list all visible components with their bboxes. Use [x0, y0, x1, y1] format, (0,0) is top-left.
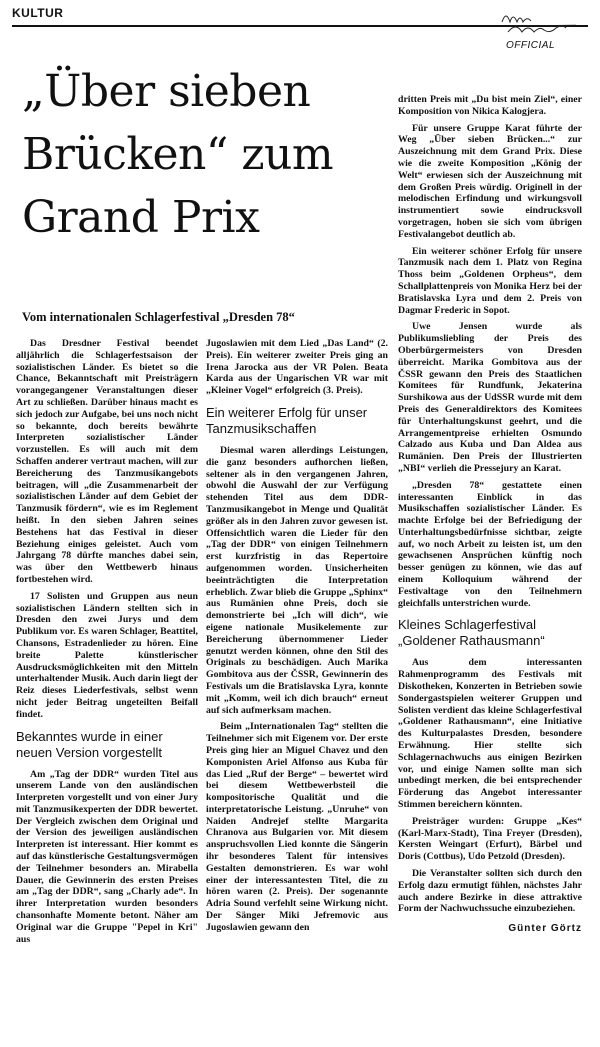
- official-stamp: OFFICIAL: [506, 40, 556, 51]
- paragraph: Das Dresdner Festival beendet alljährlich die Schlagerfestsaison der sozialistischen Länder. Es bietet so die Chance, Bekanntschaft mit Preisträgern vorangegangener Veranstaltungen dieser Art zu schließen. Darüber hinaus macht es sich jedoch zur Aufgabe, bei uns noch nicht so bekannte, doch bereits bewährte Interpreten sozialistischer Länder vorzustellen. Es will auch mit dem Schaffen anderer vertraut machen, will zur Bereicherung des Tanzmusikangebots beitragen, will „die Zusammenarbeit der sozialistischen Länder auf dem Gebiet der Tanzmusik fördern“, wie es im Reglement heißt. In den sieben Jahren seines Bestehens hat das Festival in dieser Beziehung einiges geleistet. Auch vom Jahrgang 78 dürfte manches dabei sein, was über den Wettbewerb hinaus fortbestehen wird.: [16, 338, 198, 585]
- subheading: Kleines Schlagerfestival „Goldener Rathausmann“: [398, 617, 545, 649]
- paragraph: Preisträger wurden: Gruppe „Kes“ (Karl-Marx-Stadt), Tina Freyer (Dresden), Kersten Weingart (Erfurt), Bärbel und Doris (Cottbus), Udo Petzold (Dresden).: [398, 815, 582, 863]
- headline-line: „Über sieben: [22, 66, 311, 117]
- subheading: Bekanntes wurde in einer neuen Version vorgestellt: [16, 728, 163, 760]
- article-column-2: [206, 338, 388, 939]
- paragraph: Jugoslawien mit dem Lied „Das Land“ (2. Preis). Ein weiterer zweiter Preis ging an Irena Jarocka aus der VR Polen. Beata Karda aus der Ungarischen VR war mit „Kleiner Vogel“ erfolgreich (3. Preis).: [206, 338, 388, 397]
- section-label: KULTUR: [12, 6, 64, 20]
- paragraph: Ein weiterer schöner Erfolg für unsere Tanzmusik nach dem 1. Platz von Regina Thoss beim „Goldenen Orpheus“, dem Schallplattenpreis von Monika Herz bei der Bratislavska Lyra und dem 2. Preis von Dagmar Frederic in Sopot.: [398, 245, 582, 316]
- headline-line: Brücken“ zum: [22, 129, 334, 180]
- paragraph: Die Veranstalter sollten sich durch den Erfolg dazu ermutigt fühlen, nächstes Jahr auch andere Bezirke in diese attraktive Form der Nachwuchssuche einzubeziehen.: [398, 868, 582, 915]
- paragraph: Uwe Jensen wurde als Publikumsliebling der Preis des Oberbürgermeisters von Dresden überreicht. Marika Gombitova aus der ČSSR gewann den Preis des Staatlichen Komitees für Rundfunk, Jekaterina Surshikowa aus der UdSSR wurde mit dem Preis des Generaldirektors des Komitees für Unterhaltungskunst geehrt, und die Arrangementpreise erhielten Osmundo Calzado aus Kuba und Dan Aldea aus Rumänien. Den Preis der Illustrierten „NBI“ verlieh die Pressejury an Karat.: [398, 321, 582, 474]
- subheading: Ein weiterer Erfolg für unser Tanzmusikschaffen: [206, 404, 368, 436]
- paragraph: Am „Tag der DDR“ wurden Titel aus unserem Lande von den ausländischen Interpreten vorgestellt und von einer Jury mit Tanzmusikexperten der DDR bewertet. Der Vergleich zwischen dem Original und der Version des jeweiligen ausländischen Interpreten ist interessant. Hier kommt es auf das künstlerische Gestaltungsvermögen der Teilnehmer besonders an. Mirabella Dauer, die Gewinnerin des ersten Preises am „Tag der DDR“, sang „Charly ade“. In ihrer Interpretation wurden besonders chansonhafte Momente betont. Näher am Original war die Gruppe "Pepel in Kri" aus: [16, 768, 198, 945]
- paragraph: Beim „Internationalen Tag“ stellten die Teilnehmer sich mit Eigenem vor. Der erste Preis ging hier an Miguel Chavez und den Komponisten Ariel Alfonso aus Kuba für das Lied „Ruf der Berge“ – bewertet wird bei diesem Wettbewerbsteil die kompositorische Qualität und die interpretatorische Leistung. „Unruhe“ von Naiden Andrejef stellte Margarita Chranova aus Bulgarien vor. Mit diesem anspruchsvollen Lied konnte die Sängerin ihr besonderes Talent für intensives Gestalten demonstrieren. Es war wohl einer der interessantesten Titel, die zu hören waren (2. Preis). Der sogenannte Adria Sound verfehlt seine Wirkung nicht. Der Sänger Miki Jefremovic aus Jugoslawien gewann den: [206, 721, 388, 933]
- article-column-1: [16, 338, 198, 950]
- headline-line: Grand Prix: [22, 192, 260, 243]
- article-subtitle: Vom internationalen Schlagerfestival „Dresden 78“: [22, 310, 295, 324]
- handwritten-signature: [498, 6, 578, 36]
- paragraph: 17 Solisten und Gruppen aus neun sozialistischen Ländern stellten sich in Dresden den zwei Jurys und dem Publikum vor. Es waren Schlager, Beattitel, Chansons, Estradenlieder zu hören. Eine breite Palette künstlerischer Ausdrucksmöglichkeiten mit den Mitteln unterhaltender Musik. Auch darin liegt der Reiz dieses Liederfestivals, selbst wenn nicht jeder Beitrag ungeteilten Beifall findet.: [16, 590, 198, 720]
- article-column-3: [398, 94, 582, 935]
- article-headline: [22, 60, 382, 249]
- paragraph: Für unsere Gruppe Karat führte der Weg „Über sieben Brücken...“ zur Auszeichnung mit dem Grand Prix. Diese wie die zweite Komposition „König der Welt“ erwiesen sich der Auszeichnung mit dem Großen Preis würdig. Originell in der melodischen Erfindung und wirkungsvoll instrumentiert sowie eindrucksvoll vorgetragen, hoben sie sich vom übrigen Festivalangebot deutlich ab.: [398, 122, 582, 240]
- paragraph: Diesmal waren allerdings Leistungen, die ganz besonders aufhorchen ließen, seltener als in den vergangenen Jahren, obwohl die Auswahl der zur Verfügung stehenden Titel aus dem DDR-Tanzmusikangebot in Menge und Qualität größer als in den Jahren zuvor gewesen ist. Offensichtlich waren die Lieder für den „Tag der DDR“ von einigen Teilnehmern erst kurzfristig in das Repertoire aufgenommen worden. Unsicherheiten beeinträchtigten die Interpretation erheblich. Zwar blieb die Gruppe „Sphinx“ aus Rumänien ohne Preis, doch sie demonstrierte bei „Ich will dich“, wie eigene nationale Musikelemente zur Bereicherung übernommener Lieder genutzt werden können, ohne den Stil des Originals zu beschädigen. Auch Marika Gombitova aus der ČSSR, Gewinnerin des Festivals um die Bratislavska Lyra, konnte mit „Komm, weil ich dich brauch“ erneut auf sich aufmerksam machen.: [206, 444, 388, 716]
- paragraph: „Dresden 78“ gestattete einen interessanten Einblick in das Musikschaffen sozialistischer Länder. Es machte Erfolge bei der Befriedigung der Unterhaltungsbedürfnisse sichtbar, zeigte auf, wo noch Arbeit zu leisten ist, um den gewachsenen Ansprüchen künftig noch besser genügen zu können, wie das auf einem Kolloquium während der Festivaltage von den Teilnehmern gleichfalls unterstrichen wurde.: [398, 479, 582, 609]
- author-byline: Günter Görtz: [508, 923, 582, 935]
- paragraph: dritten Preis mit „Du bist mein Ziel“, einer Komposition von Nikica Kalogjera.: [398, 94, 582, 117]
- paragraph: Aus dem interessanten Rahmenprogramm des Festivals mit Diskotheken, Konzerten in Betrieben sowie Sondergastspielen weiterer Gruppen und Solisten verdient das kleine Schlagerfestival „Goldener Rathausmann“, eine Initiative des Kulturpalastes Dresden, besondere Erwähnung. Hier stellte sich Schlagernachwuchs aus einigen Bezirken vor, und einige Namen sollte man sich unbedingt merken, die bei entsprechender Förderung das Angebot interessanter Stimmen bereichern könnten.: [398, 657, 582, 811]
